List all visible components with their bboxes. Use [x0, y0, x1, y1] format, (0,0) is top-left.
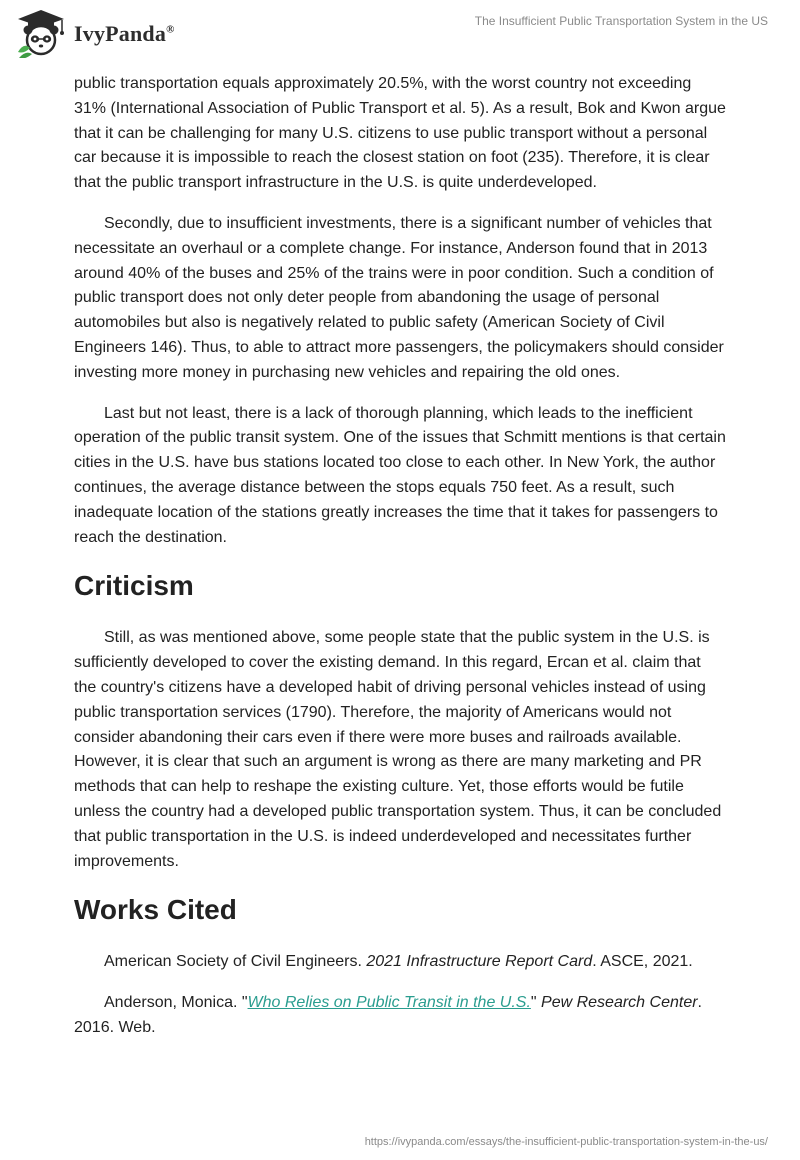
citation-source: Pew Research Center: [541, 994, 698, 1012]
citation-publisher: . ASCE, 2021.: [592, 953, 693, 971]
registered-mark: ®: [166, 23, 175, 36]
panda-graduate-icon: [14, 8, 68, 58]
citation-item: [74, 991, 726, 1041]
body-paragraph: public transportation equals approximately 20.5%, with the worst country not exceeding 31% (International Association of Public Transport et al. 5). As a result, Bok and Kwon argue that it can be challenging for many U.S. citizens to use public transport without a personal car because it is impossible to reach the closest station on foot (235). Therefore, it is clear that the public transport infrastructure in the U.S. is quite underdeveloped.: [74, 75, 726, 192]
document-title: The Insufficient Public Transportation System in the US: [474, 14, 768, 28]
citation-title: 2021 Infrastructure Report Card: [366, 953, 593, 971]
page-header: [0, 0, 800, 70]
citation-details: . 2016. Web.: [74, 994, 702, 1036]
criticism-heading: Criticism: [74, 570, 194, 602]
logo-name: IvyPanda: [74, 21, 167, 46]
essay-content: [74, 72, 726, 1057]
logo-text: [74, 21, 175, 47]
body-paragraph: Last but not least, there is a lack of thorough planning, which leads to the inefficient operation of the public transit system. One of the issues that Schmitt mentions is that certain cities in the U.S. have bus stations located too close to each other. In New York, the author continues, the average distance between the stops equals 750 feet. As a result, such inadequate location of the stations greatly increases the time that it takes for passengers to reach the destination.: [74, 404, 726, 546]
ivypanda-logo[interactable]: [14, 8, 175, 58]
citation-item: [74, 950, 726, 975]
citation-link[interactable]: Who Relies on Public Transit in the U.S.: [247, 994, 531, 1012]
citation-author: American Society of Civil Engineers.: [104, 953, 367, 971]
works-cited-heading: Works Cited: [74, 894, 237, 926]
citation-quote-close: ": [530, 994, 542, 1012]
body-paragraph: Secondly, due to insufficient investments, there is a significant number of vehicles that necessitate an overhaul or a complete change. For instance, Anderson found that in 2013 around 40% of the buses and 25% of the trains were in poor condition. Such a condition of public transport does not only deter people from abandoning the usage of personal automobiles but also is negatively related to public safety (American Society of Civil Engineers 146). Thus, to able to attract more passengers, the policymakers should consider investing more money in purchasing new vehicles and repairing the old ones.: [74, 214, 724, 381]
footer-url: https://ivypanda.com/essays/the-insufficient-public-transportation-system-in-the-us/: [364, 1136, 768, 1148]
citation-author: Anderson, Monica. ": [104, 994, 248, 1012]
criticism-paragraph: Still, as was mentioned above, some people state that the public system in the U.S. is sufficiently developed to cover the existing demand. In this regard, Ercan et al. claim that the country's citizens have a developed habit of driving personal vehicles instead of using public transportation services (1790). Therefore, the majority of Americans would not consider abandoning their cars even if there were more buses and railroads available. However, it is clear that such an argument is wrong as there are many marketing and PR methods that can help to reshape the existing culture. Yet, those efforts would be futile unless the country had a developed public transportation system. Thus, it can be concluded that public transportation in the U.S. is indeed underdeveloped and necessitates further improvements.: [74, 629, 722, 870]
